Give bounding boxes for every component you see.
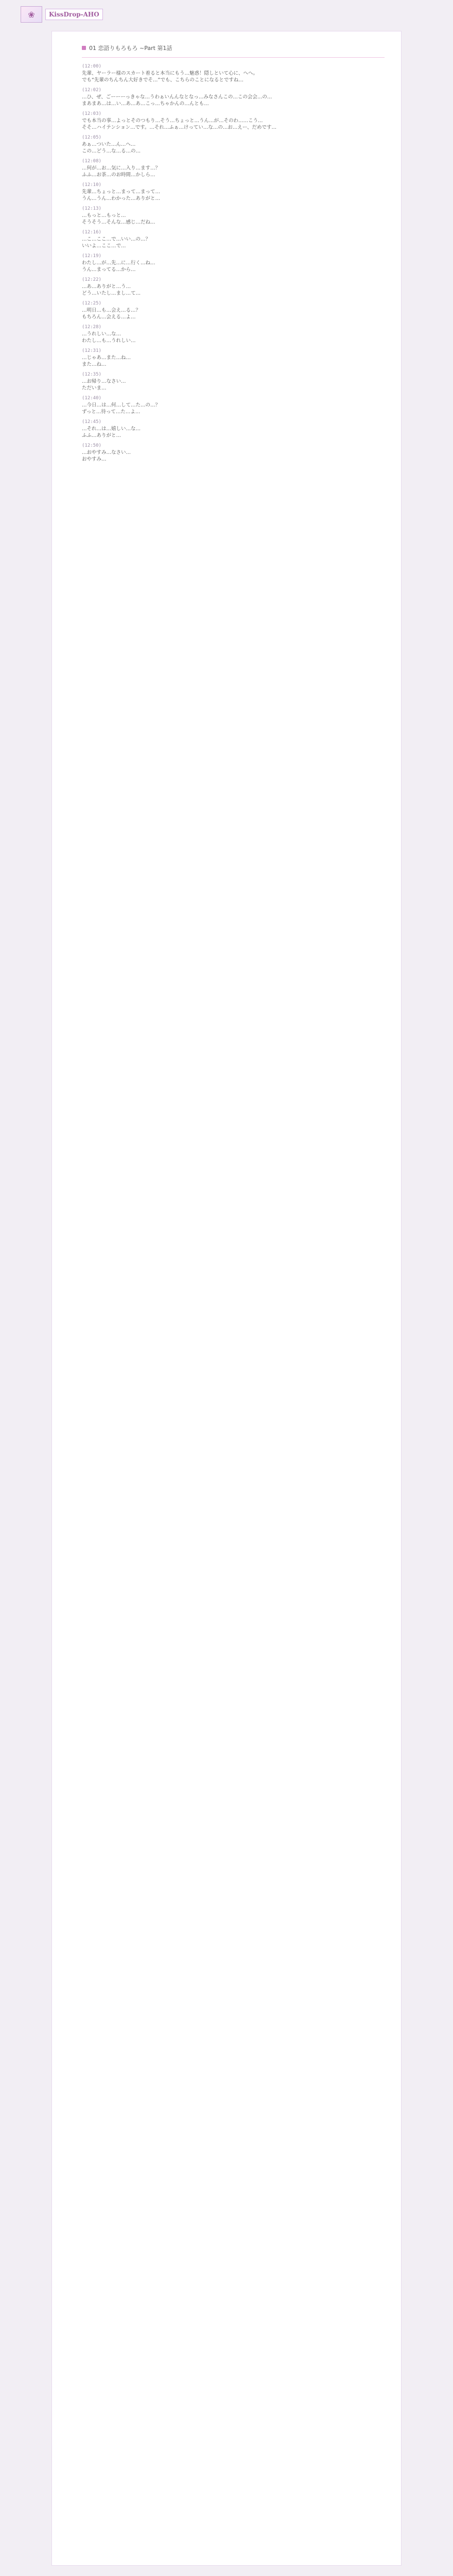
entry-text: でも本当の事…よっとそのつもり…そう…ちょっと…うん…が…そのわ……こう… そそ…ハイテンション…です。…それ…ふぁ…けってい…な…の…お…えー、だめです… <box>82 118 276 130</box>
list-item <box>82 135 385 155</box>
entry-timestamp: (12:16) <box>82 230 101 235</box>
list-item <box>82 372 385 392</box>
entry-text: …今日…は…何…して…た…の…？ ずっと…待って…た…よ… <box>82 402 161 415</box>
list-item <box>82 419 385 439</box>
list-item <box>82 182 385 202</box>
entry-timestamp: (12:08) <box>82 159 101 164</box>
entry-text: …おやすみ…なさい… おやすみ… <box>82 450 131 462</box>
entry-text: …もっと…もっと… そうそう…そんな…感じ…だね… <box>82 213 155 225</box>
entry-text: わたし…が…先…に…行く…ね… うん…まってる…から… <box>82 260 155 273</box>
list-item <box>82 206 385 226</box>
entry-timestamp: (12:03) <box>82 111 101 116</box>
entry-text: …それ…は…嬉しい…な… ふふ…ありがと… <box>82 426 141 438</box>
list-item <box>82 230 385 249</box>
site-header <box>21 6 103 23</box>
entry-text: …何が…お…気に…入り…ます…？ ふふ…お茶…のお時間…かしら… <box>82 165 161 178</box>
flower-icon: ❀ <box>28 9 35 20</box>
entry-text: 先輩、ヤーラー様のスカート着ると本当にもう…魅惑！隠しといて心に、へへ。 でも“先輩のちんちん大好きでそ…”でも、こちらのことになるとですね… <box>82 71 258 83</box>
title-divider <box>82 57 385 58</box>
content-panel <box>51 31 402 2566</box>
entry-timestamp: (12:25) <box>82 301 101 306</box>
entry-timestamp: (12:13) <box>82 206 101 211</box>
entry-text: …お帰り…なさい… ただいま… <box>82 379 126 391</box>
brand-name[interactable]: KissDrop-AHO <box>45 9 103 20</box>
entry-text: …明日…も…会え…る…？ もちろん…会える…よ… <box>82 308 141 320</box>
entry-timestamp: (12:31) <box>82 348 101 353</box>
list-item <box>82 253 385 273</box>
list-item <box>82 325 385 344</box>
list-item <box>82 396 385 415</box>
entry-text: …あ…ありがと…う… どう…いたし…まし…て… <box>82 284 141 296</box>
list-item <box>82 88 385 107</box>
entry-timestamp: (12:45) <box>82 419 101 425</box>
entries-list <box>82 64 385 463</box>
entry-text: 先輩…ちょっと…まって…まって… うん…うん…わかった…ありがと… <box>82 189 161 201</box>
site-logo[interactable] <box>21 6 42 23</box>
page-title: 01 恋語りもろもろ ~Part 第1話 <box>89 45 172 52</box>
entry-timestamp: (12:05) <box>82 135 101 140</box>
list-item <box>82 443 385 463</box>
entry-text: あぁ…ついた…ん…へ… この…どう…な…る…の… <box>82 142 141 154</box>
entry-text: …こ…ここ…で…いい…の…？ いいよ…ここ…で… <box>82 236 151 249</box>
entry-timestamp: (12:02) <box>82 88 101 93</box>
list-item <box>82 301 385 320</box>
title-bullet-icon <box>82 46 86 50</box>
list-item <box>82 111 385 131</box>
entry-timestamp: (12:35) <box>82 372 101 377</box>
list-item <box>82 159 385 178</box>
page-title-row <box>82 44 385 52</box>
entry-text: …うれしい…な… わたし…も…うれしい… <box>82 331 136 344</box>
list-item <box>82 277 385 297</box>
entry-timestamp: (12:28) <box>82 325 101 330</box>
entry-text: …ひ、ぜ、ごーーーっきゃな…うわぁいんんなとなっ…みなさんこの…この会会…の… まあまあ…は…い…あ…あ…こっ…ちゃかんの…んとも… <box>82 94 272 107</box>
entry-text: …じゃあ…また…ね… また…ね… <box>82 355 131 367</box>
entry-timestamp: (12:22) <box>82 277 101 282</box>
entry-timestamp: (12:00) <box>82 64 101 69</box>
list-item <box>82 64 385 83</box>
list-item <box>82 348 385 368</box>
entry-timestamp: (12:50) <box>82 443 101 448</box>
entry-timestamp: (12:10) <box>82 182 101 188</box>
entry-timestamp: (12:40) <box>82 396 101 401</box>
entry-timestamp: (12:19) <box>82 253 101 259</box>
